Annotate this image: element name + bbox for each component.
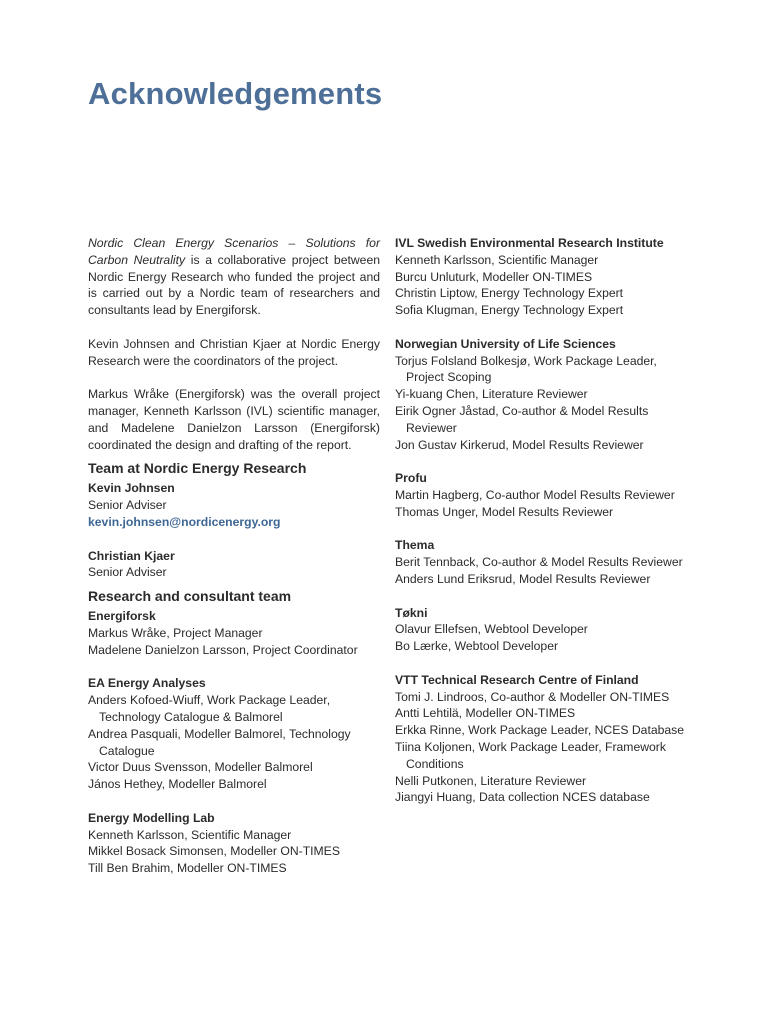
org-member: Victor Duus Svensson, Modeller Balmorel (88, 760, 313, 775)
org-name: Tøkni (395, 605, 428, 620)
org-member: Mikkel Bosack Simonsen, Modeller ON-TIMES (88, 844, 340, 859)
org-block (395, 537, 695, 587)
org-name: VTT Technical Research Centre of Finland (395, 672, 639, 687)
org-member: Burcu Unluturk, Modeller ON-TIMES (395, 269, 593, 284)
org-member: Olavur Ellefsen, Webtool Developer (395, 622, 588, 637)
org-member: Jiangyi Huang, Data collection NCES database (395, 790, 650, 805)
org-block (88, 810, 380, 877)
person-role: Senior Adviser (88, 498, 167, 513)
left-org-list (88, 608, 380, 877)
org-name: Norwegian University of Life Sciences (395, 336, 616, 351)
intro-paragraph-1 (88, 235, 380, 319)
org-name: Thema (395, 538, 435, 553)
org-member: Martin Hagberg, Co-author Model Results Reviewer (395, 487, 675, 502)
email-link[interactable]: kevin.johnsen@nordicenergy.org (88, 514, 281, 529)
research-heading: Research and consultant team (88, 588, 292, 605)
org-member: Thomas Unger, Model Results Reviewer (395, 504, 614, 519)
org-member: Jon Gustav Kirkerud, Model Results Reviewer (395, 437, 644, 452)
intro-paragraph-2: Kevin Johnsen and Christian Kjaer at Nordic Energy Research were the coordinators of the project. (88, 336, 380, 368)
team-heading: Team at Nordic Energy Research (88, 460, 307, 477)
org-name: EA Energy Analyses (88, 676, 206, 691)
person-name: Christian Kjaer (88, 548, 175, 563)
person-name: Kevin Johnsen (88, 481, 175, 496)
org-block (395, 672, 695, 806)
person-role: Senior Adviser (88, 565, 167, 580)
left-column (88, 235, 380, 894)
org-member: Andrea Pasquali, Modeller Balmorel, Technology Catalogue (88, 726, 351, 758)
org-block (395, 470, 695, 520)
org-member: Till Ben Brahim, Modeller ON-TIMES (88, 861, 287, 876)
org-name: IVL Swedish Environmental Research Institute (395, 236, 664, 250)
intro-paragraph-3: Markus Wråke (Energiforsk) was the overall project manager, Kenneth Karlsson (IVL) scientific manager, and Madelene Danielzon Larsson (Energiforsk) coordinated the design and drafting of the report. (88, 387, 380, 452)
org-member: Antti Lehtilä, Modeller ON-TIMES (395, 706, 576, 721)
org-member: Markus Wråke, Project Manager (88, 625, 263, 640)
org-member: Yi-kuang Chen, Literature Reviewer (395, 387, 588, 402)
org-member: Berit Tennback, Co-author & Model Results Reviewer (395, 555, 683, 570)
org-member: Sofia Klugman, Energy Technology Expert (395, 303, 624, 318)
org-member: Erkka Rinne, Work Package Leader, NCES Database (395, 723, 685, 738)
right-org-list (395, 235, 695, 806)
org-member: Eirik Ogner Jåstad, Co-author & Model Results Reviewer (395, 403, 649, 435)
org-member: Tomi J. Lindroos, Co-author & Modeller ON-TIMES (395, 689, 670, 704)
org-block (88, 675, 380, 793)
org-name: Energy Modelling Lab (88, 810, 215, 825)
org-block (88, 608, 380, 658)
project-name: Nordic Clean Energy Scenarios – Solutions for Carbon Neutrality (88, 236, 380, 267)
right-column (395, 235, 695, 823)
org-member: Kenneth Karlsson, Scientific Manager (395, 252, 599, 267)
team-person (88, 480, 380, 530)
org-name: Energiforsk (88, 609, 156, 624)
org-member: Bo Lærke, Webtool Developer (395, 639, 559, 654)
org-member: Tiina Koljonen, Work Package Leader, Framework Conditions (395, 739, 666, 771)
org-member: Torjus Folsland Bolkesjø, Work Package Leader, Project Scoping (395, 353, 657, 385)
team-person (88, 548, 380, 582)
org-member: Madelene Danielzon Larsson, Project Coordinator (88, 642, 358, 657)
intro-paragraph-1-text: is a collaborative project between Nordic Energy Research who funded the project and is carried out by a Nordic team of researchers and consultants lead by Energiforsk. (88, 252, 381, 318)
org-block (395, 235, 695, 319)
org-member: Anders Lund Eriksrud, Model Results Reviewer (395, 571, 651, 586)
page-title: Acknowledgements (88, 76, 383, 111)
org-member: Kenneth Karlsson, Scientific Manager (88, 827, 292, 842)
org-member: Anders Kofoed-Wiuff, Work Package Leader, Technology Catalogue & Balmorel (88, 693, 331, 724)
org-block (395, 336, 695, 454)
org-name: Profu (395, 471, 427, 486)
org-block (395, 605, 695, 655)
org-member: János Hethey, Modeller Balmorel (88, 777, 267, 792)
org-member: Nelli Putkonen, Literature Reviewer (395, 773, 587, 788)
org-member: Christin Liptow, Energy Technology Expert (395, 286, 624, 301)
